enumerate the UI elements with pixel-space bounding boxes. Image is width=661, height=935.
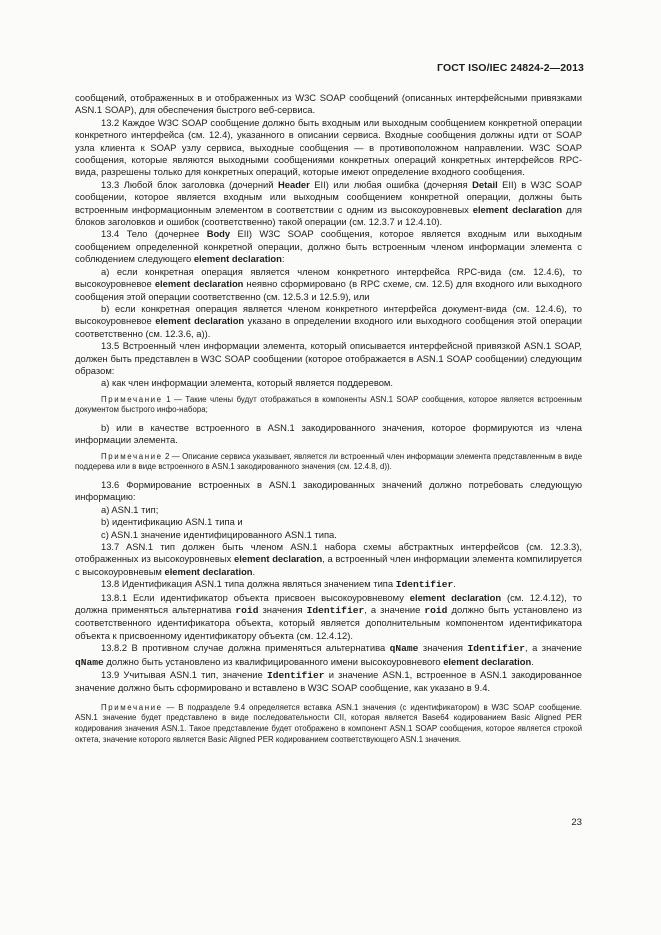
term-header: Header [278,178,310,190]
term-element-declaration: element declaration [154,278,244,290]
code-qname: qName [389,643,419,655]
page-number: 23 [571,817,582,828]
paragraph: сообщений, отображенных в и отображенных из W3C SOAP сообщений (описанных интерфейсными привязками ASN.1 SOAP), для обеспечения быстрого веб-сервиса. [75,92,582,116]
code-qname: qName [75,656,104,668]
paragraph-13-9: 13.9 Учитывая ASN.1 тип, значение Identifier и значение ASN.1, встроенное в ASN.1 закодированное значение должно быть сформировано и вставлено в W3C SOAP сообщение, как указано в 9.4. [75,669,583,694]
term-detail: Detail [472,178,498,190]
list-item-b: b) или в качестве встроенного в ASN.1 закодированного значения, которое формируются из члена информации элемента. [75,421,582,446]
list-item-b: b) идентификацию ASN.1 типа и [101,516,243,528]
list-item-b: b) если конкретная операция является членом конкретного интерфейса документ-вида (см. 12.4.6), то высокоуровневое element declaration указано в определении входного или выходного сообщения этой операции соответственно (см. 12.3.6, a)). [75,302,582,339]
term-element-declaration: element declaration [164,565,253,577]
paragraph-13-7: 13.7 ASN.1 тип должен быть членом ASN.1 набора схемы абстрактных интерфейсов (см. 12.3.3), отображенных из высокоуровневых element declaration, а встроенный член информации элемента компилируется с высокоуровневым element declaration. [75,540,582,577]
code-identifier: Identifier [266,670,325,682]
term-element-declaration: element declaration [193,253,282,265]
paragraph-13-8-1: 13.8.1 Если идентификатор объекта присвоен высокоуровневому element declaration (см. 12.4.12), то должна применяться альтернатива roid значения Identifier, а значение roid должно быть установлено из соответственного идентификатора объекта, который является дополнительным компонентом идентификатора объекта к присвоенному идентификатору объекта (см. 12.4.12). [75,591,582,641]
note-3: Примечание — В подразделе 9.4 определяется вставка ASN.1 значения (с идентификатором) в W3C SOAP сообщение. ASN.1 значение будет представлено в виде последовательности CII, которая является Base64 кодированием Basic Aligned PER кодирования значения ASN.1. Такое представление будет отображено в компонент ASN.1 SOAP сообщения, которое является строкой октета, значение которого является Basic Aligned PER кодированием соответствующего ASN.1 значения. [75,702,582,744]
term-element-declaration: element declaration [234,553,323,565]
code-identifier: Identifier [467,643,526,655]
note-2: Примечание 2 — Описание сервиса указывает, является ли встроенный член информации элемента представленным в виде поддерева или в виде встроенного в ASN.1 закодированного значения (см. 12.4.8, d)). [75,451,582,472]
code-roid: roid [235,605,259,616]
list-item-a: a) ASN.1 тип; [101,503,159,515]
list-item-a: a) как член информации элемента, который является поддеревом. [101,377,393,389]
code-identifier: Identifier [395,579,454,591]
list-item-a: a) если конкретная операция является членом конкретного интерфейса RPC-вида (см. 12.4.6), то высокоуровневое element declaration неявно сформировано (в RPC схеме, см. 12.5) для входного или выходного сообщения этой операции соответственно (см. 12.5.3 и 12.5.9), или [75,265,582,302]
document-body [75,92,582,751]
term-element-declaration: element declaration [472,203,563,215]
term-element-declaration: element declaration [409,591,502,603]
paragraph-13-5: 13.5 Встроенный член информации элемента, который описывается интерфейсной привязкой ASN.1 SOAP, должен быть представлен в W3C SOAP сообщении (которое отображается в ASN.1 SOAP сообщении) следующим образом: [75,340,582,376]
paragraph-13-6: 13.6 Формирование встроенных в ASN.1 закодированных значений должно потребовать следующую информацию: [75,478,582,503]
note-1: Примечание 1 — Такие члены будут отображаться в компоненты ASN.1 SOAP сообщения, которое является встроенным документом быстрого инфо-набора; [75,394,582,415]
code-identifier: Identifier [306,605,365,616]
term-element-declaration: element declaration [155,315,245,327]
paragraph-13-8: 13.8 Идентификация ASN.1 типа должна являться значением типа Identifier. [101,578,456,591]
paragraph-13-3: 13.3 Любой блок заголовка (дочерний Header EII) или любая ошибка (дочерняя Detail EII) в W3C SOAP сообщении, которое является входным или выходным сообщением конкретной операции, должны быть встроенным информационным элементом в соответствии с одним из высокоуровневых element declaration для блоков заголовков и ошибок (соответственно) такой операции (см. 12.3.7 и 12.4.10). [75,178,583,228]
list-item-c: c) ASN.1 значение идентифицированного ASN.1 типа. [101,528,337,540]
paragraph-13-4: 13.4 Тело (дочернее Body EII) W3C SOAP сообщения, которое является входным или выходным сообщением определенной конкретной операции, должно быть встроенным членом информации элемента с соблюдением следующего element declaration: [75,228,582,265]
paragraph-13-2: 13.2 Каждое W3C SOAP сообщение должно быть входным или выходным сообщением конкретной операции конкретного интерфейса (см. 12.4), указанного в описании сервиса. Входные сообщения должны идти от SOAP узла клиента к SOAP узлу сервиса, выходные сообщения — в противоположном направлении. W3C SOAP сообщения, которые являются выходными сообщениями конкретных операций конкретных интерфейсов RPC-вида, разрешены только для конкретных операций, которые имеют определение входного сообщения. [75,116,582,178]
paragraph-13-8-2: 13.8.2 В противном случае должна применяться альтернатива qName значения Identifier, а значение qName должно быть установлено из квалифицированного имени высокоуровневого element declaration. [75,642,582,668]
document-header: ГОСТ ISO/IEC 24824-2—2013 [437,62,584,74]
term-element-declaration: element declaration [443,655,532,667]
term-body: Body [206,228,231,240]
code-roid: roid [424,605,448,616]
